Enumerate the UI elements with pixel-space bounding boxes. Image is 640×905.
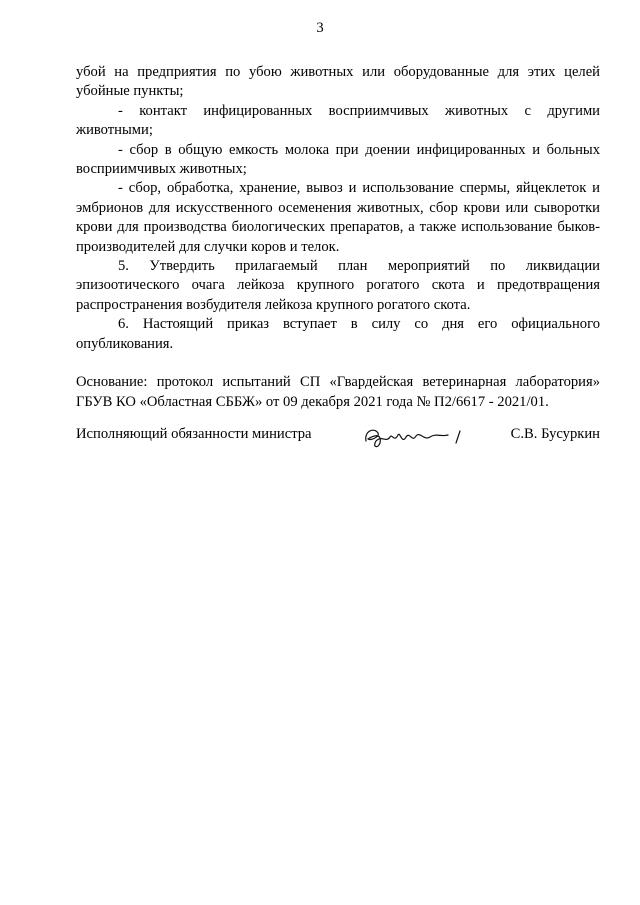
- signatory-position: Исполняющий обязанности министра: [76, 426, 312, 442]
- handwritten-signature: [358, 421, 478, 451]
- page-number: 3: [316, 20, 324, 36]
- basis-note: Основание: протокол испытаний СП «Гвардейская ветеринарная лаборатория» ГБУВ КО «Областная СББЖ» от 09 декабря 2021 года № П2/6617 - 2021/01.: [76, 374, 600, 410]
- document-body: [76, 63, 600, 412]
- paragraph-item-milk: - сбор в общую емкость молока при доении инфицированных и больных восприимчивых животных;: [76, 141, 600, 178]
- paragraph-item-contact: - контакт инфицированных восприимчивых животных с другими животными;: [76, 102, 600, 139]
- signatory-name: С.В. Бусуркин: [510, 426, 600, 442]
- signature-block: [76, 421, 600, 451]
- paragraph-item-sperm: - сбор, обработка, хранение, вывоз и использование спермы, яйцеклеток и эмбрионов для искусственного осеменения животных, сбор крови или сыворотки крови для производства биологических препаратов, а также использование быков-производителей для случки коров и телок.: [76, 180, 600, 255]
- paragraph-continuation: убой на предприятия по убою животных или оборудованные для этих целей убойные пункты;: [76, 64, 600, 100]
- spacer: [76, 354, 600, 373]
- paragraph-point-5: 5. Утвердить прилагаемый план мероприятий по ликвидации эпизоотического очага лейкоза крупного рогатого скота и предотвращения распространения возбудителя лейкоза крупного рогатого скота.: [76, 258, 600, 313]
- paragraph-point-6: 6. Настоящий приказ вступает в силу со дня его официального опубликования.: [76, 316, 600, 352]
